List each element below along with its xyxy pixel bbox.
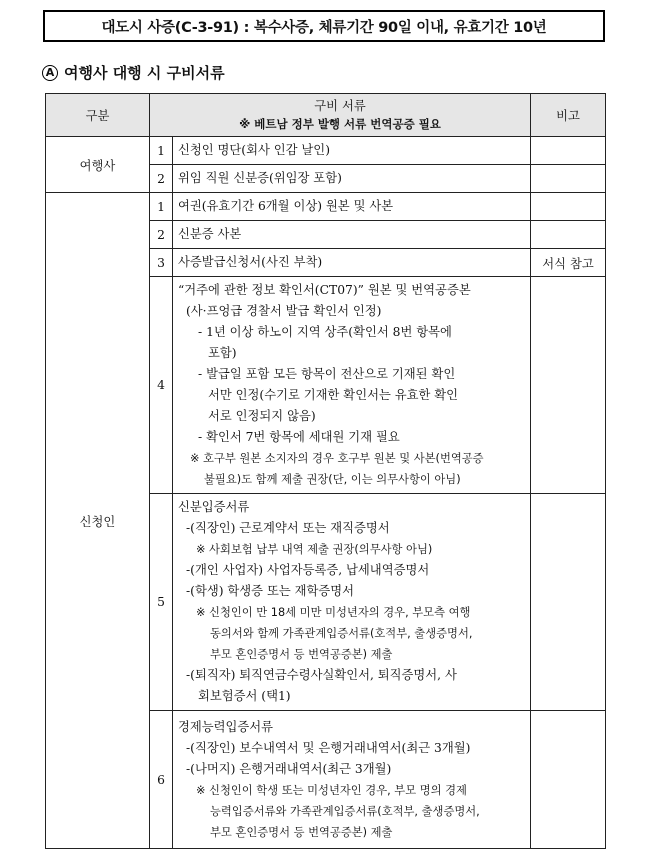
- remark-cell: 서식 참고: [531, 249, 606, 277]
- page-title: 대도시 사증(C-3-91) : 복수사증, 체류기간 90일 이내, 유효기간 10년: [43, 10, 605, 42]
- header-remarks: 비고: [531, 94, 606, 137]
- remark-cell: [531, 494, 606, 711]
- doc-line: 서로 인정되지 않음): [208, 409, 316, 423]
- doc-line: - 발급일 포함 모든 항목이 전산으로 기재된 확인: [198, 367, 456, 381]
- doc-line: -(학생) 학생증 또는 재학증명서: [186, 584, 355, 598]
- doc-line: 서만 인정(수기로 기재한 확인서는 유효한 확인: [208, 388, 459, 402]
- doc-note: ※ 사회보험 납부 내역 제출 권장(의무사항 아님): [196, 543, 433, 556]
- document-cell: [173, 711, 531, 849]
- remark-cell: [531, 165, 606, 193]
- doc-line: - 1년 이상 하노이 지역 상주(확인서 8번 항목에: [198, 325, 452, 339]
- document-cell: 신분증 사본: [173, 221, 531, 249]
- document-cell: 여권(유효기간 6개월 이상) 원본 및 사본: [173, 193, 531, 221]
- circle-a-icon: A: [42, 65, 58, 81]
- row-number: 5: [150, 494, 173, 711]
- row-number: 3: [150, 249, 173, 277]
- row-number: 4: [150, 277, 173, 494]
- header-category: 구분: [46, 94, 150, 137]
- doc-line: -(개인 사업자) 사업자등록증, 납세내역증명서: [186, 563, 430, 577]
- doc-line: 포함): [208, 346, 237, 360]
- remark-cell: [531, 193, 606, 221]
- doc-line: -(나머지) 은행거래내역서(최근 3개월): [186, 761, 392, 776]
- doc-note: ※ 호구부 원본 소지자의 경우 호구부 원본 및 사본(번역공증: [190, 452, 484, 465]
- section-label: 여행사 대행 시 구비서류: [64, 64, 225, 82]
- header-documents-note: ※ 베트남 정부 발행 서류 번역공증 필요: [239, 117, 441, 131]
- doc-line: 경제능력입증서류: [178, 719, 274, 734]
- doc-line: “거주에 관한 정보 확인서(CT07)” 원본 및 번역공증본: [178, 283, 471, 297]
- remark-cell: [531, 711, 606, 849]
- remark-cell: [531, 277, 606, 494]
- doc-note: 부모 혼인증명서 등 번역공증본) 제출: [210, 825, 393, 839]
- header-documents: [150, 94, 531, 137]
- row-number: 1: [150, 193, 173, 221]
- row-number: 6: [150, 711, 173, 849]
- doc-note: 부모 혼인증명서 등 번역공증본) 제출: [210, 648, 393, 661]
- doc-note: ※ 신청인이 학생 또는 미성년자인 경우, 부모 명의 경제: [196, 783, 467, 797]
- table-header-row: [46, 94, 606, 137]
- doc-line: -(퇴직자) 퇴직연금수령사실확인서, 퇴직증명서, 사: [186, 668, 457, 682]
- doc-line: -(직장인) 근로계약서 또는 재직증명서: [186, 521, 390, 535]
- document-cell: 사증발급신청서(사진 부착): [173, 249, 531, 277]
- table-row: [46, 193, 606, 221]
- remark-cell: [531, 221, 606, 249]
- doc-line: -(직장인) 보수내역서 및 은행거래내역서(최근 3개월): [186, 740, 471, 755]
- doc-line: (사·프엉급 경찰서 발급 확인서 인정): [186, 304, 382, 318]
- remark-cell: [531, 137, 606, 165]
- row-number: 2: [150, 221, 173, 249]
- doc-note: 동의서와 함께 가족관계입증서류(호적부, 출생증명서,: [210, 627, 473, 640]
- table-row: [46, 137, 606, 165]
- doc-line: 회보험증서 (택1): [198, 689, 291, 703]
- document-cell: 신청인 명단(회사 인감 날인): [173, 137, 531, 165]
- section-heading: [42, 62, 225, 83]
- doc-note: 능력입증서류와 가족관계입증서류(호적부, 출생증명서,: [210, 804, 480, 818]
- document-cell: 위임 직원 신분증(위임장 포함): [173, 165, 531, 193]
- row-number: 1: [150, 137, 173, 165]
- row-number: 2: [150, 165, 173, 193]
- document-cell: [173, 277, 531, 494]
- category-applicant: 신청인: [46, 193, 150, 849]
- document-cell: [173, 494, 531, 711]
- requirements-table: [45, 93, 606, 849]
- doc-note: 불필요)도 함께 제출 권장(단, 이는 의무사항이 아님): [204, 473, 461, 486]
- doc-line: 신분입증서류: [178, 500, 250, 514]
- doc-line: - 확인서 7번 항목에 세대원 기재 필요: [198, 430, 400, 444]
- category-agency: 여행사: [46, 137, 150, 193]
- header-documents-title: 구비 서류: [314, 99, 366, 113]
- doc-note: ※ 신청인이 만 18세 미만 미성년자의 경우, 부모측 여행: [196, 606, 471, 619]
